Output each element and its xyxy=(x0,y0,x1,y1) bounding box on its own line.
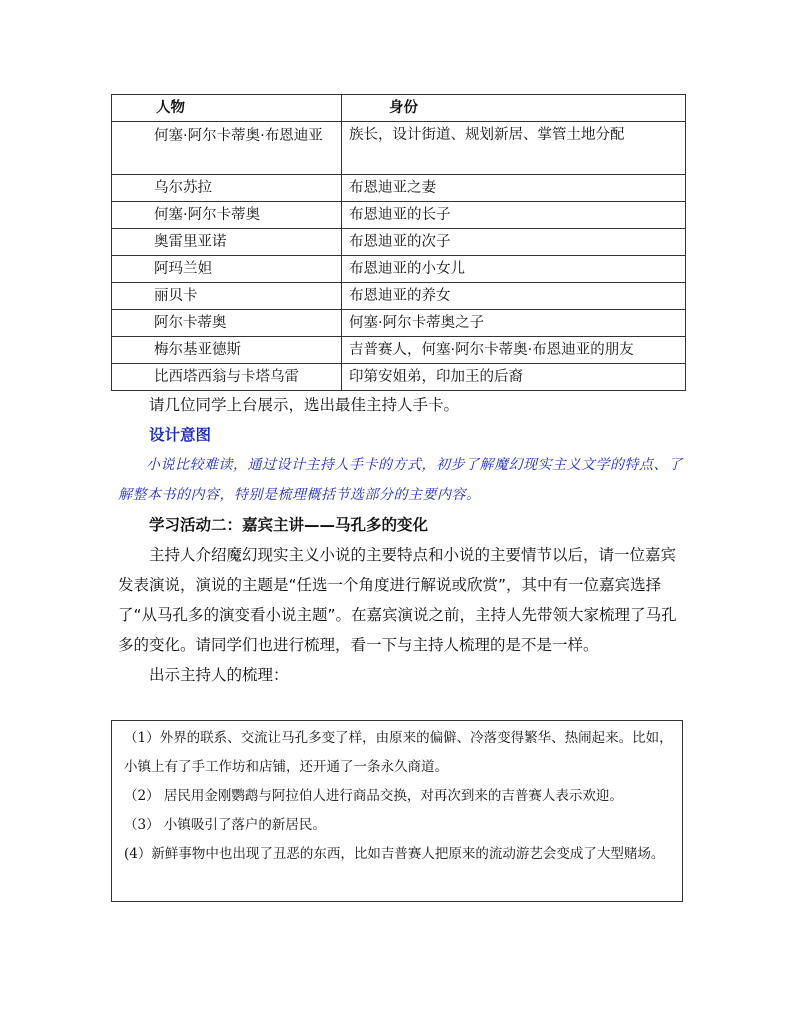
character-role: 布恩迪亚的长子 xyxy=(342,202,686,229)
table-row xyxy=(112,337,686,364)
character-role: 族长，设计街道、规划新居、掌管土地分配 xyxy=(342,122,686,175)
character-role: 布恩迪亚的养女 xyxy=(342,283,686,310)
character-name: 丽贝卡 xyxy=(112,283,342,310)
character-name: 阿尔卡蒂奥 xyxy=(112,310,342,337)
character-name: 阿玛兰妲 xyxy=(112,256,342,283)
character-name: 何塞·阿尔卡蒂奥 xyxy=(112,202,342,229)
table-row xyxy=(112,256,686,283)
summary-item: (4）新鲜事物中也出现了丑恶的东西，比如吉普赛人把原来的流动游艺会变成了大型赌场。 xyxy=(124,846,665,862)
summary-item: （2） 居民用金刚鹦鹉与阿拉伯人进行商品交换，对再次到来的吉普赛人表示欢迎。 xyxy=(124,788,623,804)
character-role: 布恩迪亚之妻 xyxy=(342,175,686,202)
design-intent-heading: 设计意图 xyxy=(149,426,212,444)
host-summary-box xyxy=(111,720,683,902)
character-table xyxy=(111,94,686,391)
character-name: 奥雷里亚诺 xyxy=(112,229,342,256)
activity-two-heading: 学习活动二：嘉宾主讲——马孔多的变化 xyxy=(149,516,429,534)
character-name: 乌尔苏拉 xyxy=(112,175,342,202)
summary-item: （3） 小镇吸引了落户的新居民。 xyxy=(124,817,326,833)
table-row xyxy=(112,364,686,391)
activity-two-body: 主持人介绍魔幻现实主义小说的主要特点和小说的主要情节以后，请一位嘉宾发表演说，演说的主题是“任选一个角度进行解说或欣赏”，其中有一位嘉宾选择了“从马孔多的演变看小说主题”。在嘉宾演说之前，主持人先带领大家梳理了马孔多的变化。请同学们也进行梳理，看一下与主持人梳理的是不是一样。 xyxy=(118,546,677,654)
header-character: 人物 xyxy=(112,95,342,122)
character-role: 布恩迪亚的次子 xyxy=(342,229,686,256)
character-name: 比西塔西翁与卡塔乌雷 xyxy=(112,364,342,391)
table-row xyxy=(112,283,686,310)
character-name: 梅尔基亚德斯 xyxy=(112,337,342,364)
summary-item: （1）外界的联系、交流让马孔多变了样，由原来的偏僻、冷落变得繁华、热闹起来。比如，小镇上有了手工作坊和店铺，还开通了一条永久商道。 xyxy=(124,730,673,775)
table-row xyxy=(112,310,686,337)
table-row xyxy=(112,122,686,175)
header-identity: 身份 xyxy=(342,95,686,122)
after-table-paragraph: 请几位同学上台展示，选出最佳主持人手卡。 xyxy=(149,396,460,414)
character-name: 何塞·阿尔卡蒂奥·布恩迪亚 xyxy=(112,122,342,175)
character-role: 印第安姐弟，印加王的后裔 xyxy=(342,364,686,391)
character-role: 何塞·阿尔卡蒂奥之子 xyxy=(342,310,686,337)
character-role: 布恩迪亚的小女儿 xyxy=(342,256,686,283)
design-intent-body: 小说比较难读，通过设计主持人手卡的方式，初步了解魔幻现实主义文学的特点、了解整本书的内容，特别是梳理概括节选部分的主要内容。 xyxy=(118,457,683,503)
table-row xyxy=(112,202,686,229)
table-row xyxy=(112,175,686,202)
character-role: 吉普赛人，何塞·阿尔卡蒂奥·布恩迪亚的朋友 xyxy=(342,337,686,364)
table-row xyxy=(112,229,686,256)
table-header-row xyxy=(112,95,686,122)
show-host-summary-label: 出示主持人的梳理： xyxy=(149,666,289,684)
